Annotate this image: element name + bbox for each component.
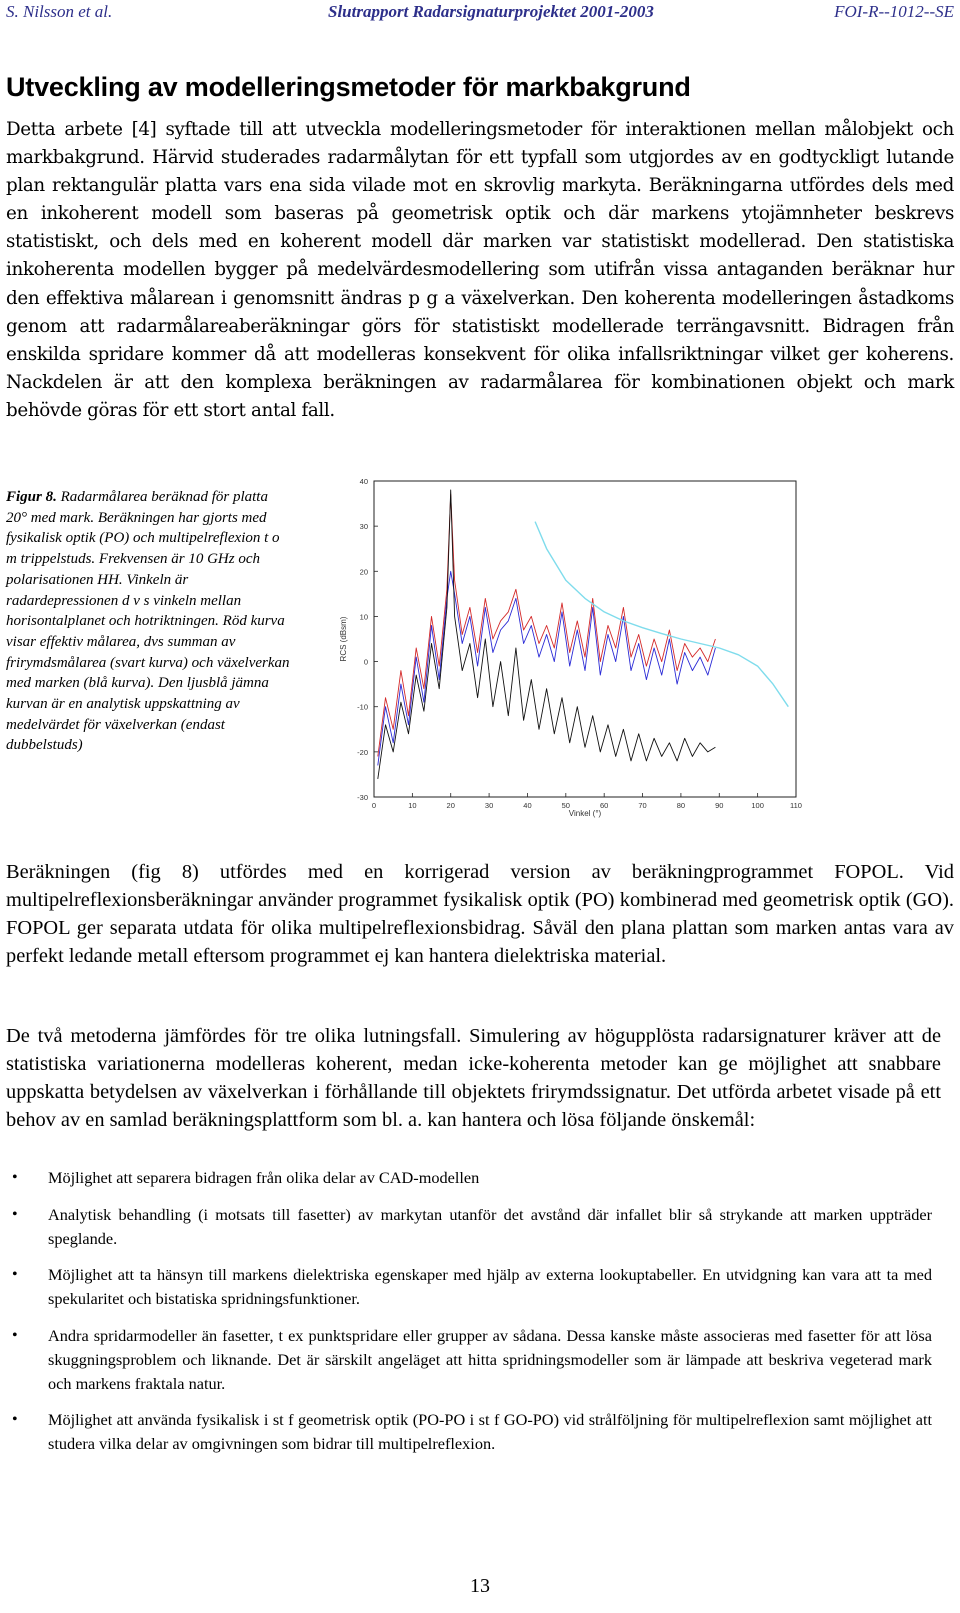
list-item: • Andra spridarmodeller än fasetter, t ex punktspridare eller grupper av sådana. Dessa kanske måste associeras med fasetter för att lösa skuggningsproblem och liknande. Det är särskilt angeläget att hitta spridningsmodeller som är lämpade att beskriva vegeterad mark och markens fraktala natur. [0,1324,932,1395]
x-tick-label: 70 [638,801,647,810]
y-tick-label: -20 [357,747,368,757]
x-tick-label: 100 [751,801,764,810]
y-axis-label: RCS (dBsm) [339,616,348,662]
y-tick-label: -30 [357,793,368,802]
requirements-list [0,1166,960,1469]
y-tick-label: 40 [359,478,368,486]
body-paragraph-2: Beräkningen (fig 8) utfördes med en korrigerad version av beräkningprogrammet FOPOL. Vid multipelreflexionsberäkningar använder programmet fysikalisk optik (PO) kombinerad med geometrisk optik (GO). FOPOL ger separata utdata för olika multipelreflexionsbidrag. Såväl den plana plattan som marken antas vara av perfekt ledande metall eftersom programmet ej kan hantera dielektriska material. [6,861,954,968]
page-number: 13 [470,1575,490,1597]
x-tick-label: 30 [484,801,494,810]
y-tick-label: -10 [357,702,368,712]
y-tick-label: 10 [359,612,368,622]
rcs-chart [330,478,840,840]
chart-background [330,478,840,840]
header-report-title: Slutrapport Radarsignaturprojektet 2001-2003 [328,2,654,21]
y-tick-label: 20 [359,567,368,577]
body-paragraph-1: Detta arbete [4] syftade till att utveckla modelleringsmetoder för interaktionen mellan målobjekt och markbakgrund. Härvid studerades radarmålytan för ett typfall som utgjordes av en godtyckligt lutande plan rektangulär platta vars ena sida vilade mot en skrovlig markyta. Beräkningarna utfördes dels med en inkoherent modell som baseras på geometrisk optik och där markens ytojämnheter beskrevs statistiskt, och dels med en koherent modell där marken var statistiskt modellerad. Den statistiska inkoherenta modellen bygger på medelvärdesmodellering som utifrån vissa antaganden beräknar hur den effektiva målarean i genomsnitt ändras p g a växelverkan. Den koherenta modelleringen åstadkoms genom att radarmålareaberäkningar görs för statistiskt modellerade terrängavsnitt. Bidragen från enskilda spridare kommer då att modelleras konsekvent för olika infallsriktningar vilket ger koherens. Nackdelen är att den komplexa beräkningen av radarmålarea för kombinationen objekt och mark behövde göras för ett stort antal fall. [6,119,954,421]
list-item: • Analytisk behandling (i motsats till fasetter) av markytan utanför det avstånd där infallet blir så strykande att marken uppträder speglande. [0,1203,932,1251]
figure-label: Figur 8. [6,489,57,505]
x-tick-label: 10 [408,801,417,810]
header-authors: S. Nilsson et al. [6,2,113,21]
x-tick-label: 60 [600,801,609,810]
x-tick-label: 90 [715,801,724,810]
y-tick-label: 30 [359,522,368,532]
x-tick-label: 80 [676,801,686,810]
list-item: • Möjlighet att använda fysikalisk i st f geometrisk optik (PO-PO i st f GO-PO) vid strålföljning för multipelreflexion samt möjlighet att studera vilka delar av omgivningen som bidrar till multipelreflexion. [0,1408,932,1456]
x-tick-label: 40 [523,801,532,810]
list-item: • Möjlighet att separera bidragen från olika delar av CAD-modellen [0,1166,932,1190]
figure-caption-text: Radarmålarea beräknad för platta 20° med mark. Beräkningen har gjorts med fysikalisk optik (PO) och multipelreflexion t o m trippelstuds. Frekvensen är 10 GHz och polarisationen HH. Vinkeln är radardepressionen d v s vinkeln mellan horisontalplanet och hotriktningen. Röd kurva visar effektiv målarea, dvs summan av frirymdsmålarea (svart kurva) och växelverkan med marken (blå kurva). Den ljusblå jämna kurvan är en analytisk uppskattning av medelvärdet för växelverkan (endast dubbelstuds) [6,489,290,754]
rcs-figure [330,478,840,840]
body-paragraph-3: De två metoderna jämfördes för tre olika lutningsfall. Simulering av högupplösta radarsignaturer kräver att de statistiska variationerna modelleras koherent, medan icke-koherenta metoder kan ge möjlighet att snabbare uppskatta betydelsen av växelverkan i förhållande till objektets frirymdssignatur. Det utförda arbetet visade på ett behov av en samlad beräkningsplattform som bl. a. kan hantera och lösa följande önskemål: [6,1025,941,1132]
y-tick-label: 0 [363,657,368,667]
x-tick-label: 110 [790,801,802,810]
x-tick-label: 0 [371,801,377,810]
list-item: • Möjlighet att ta hänsyn till markens dielektriska egenskaper med hjälp av externa lookuptabeller. En utvidgning kan vara att ta med spekularitet och bistatiska spridningsfunktioner. [0,1263,932,1311]
running-header [6,2,954,24]
header-report-number: FOI-R--1012--SE [834,2,954,21]
x-axis-label: Vinkel (°) [568,809,602,818]
section-title: Utveckling av modelleringsmetoder för markbakgrund [6,72,691,102]
x-tick-label: 50 [561,801,570,810]
figure-caption [6,487,290,756]
x-tick-label: 20 [446,801,455,810]
